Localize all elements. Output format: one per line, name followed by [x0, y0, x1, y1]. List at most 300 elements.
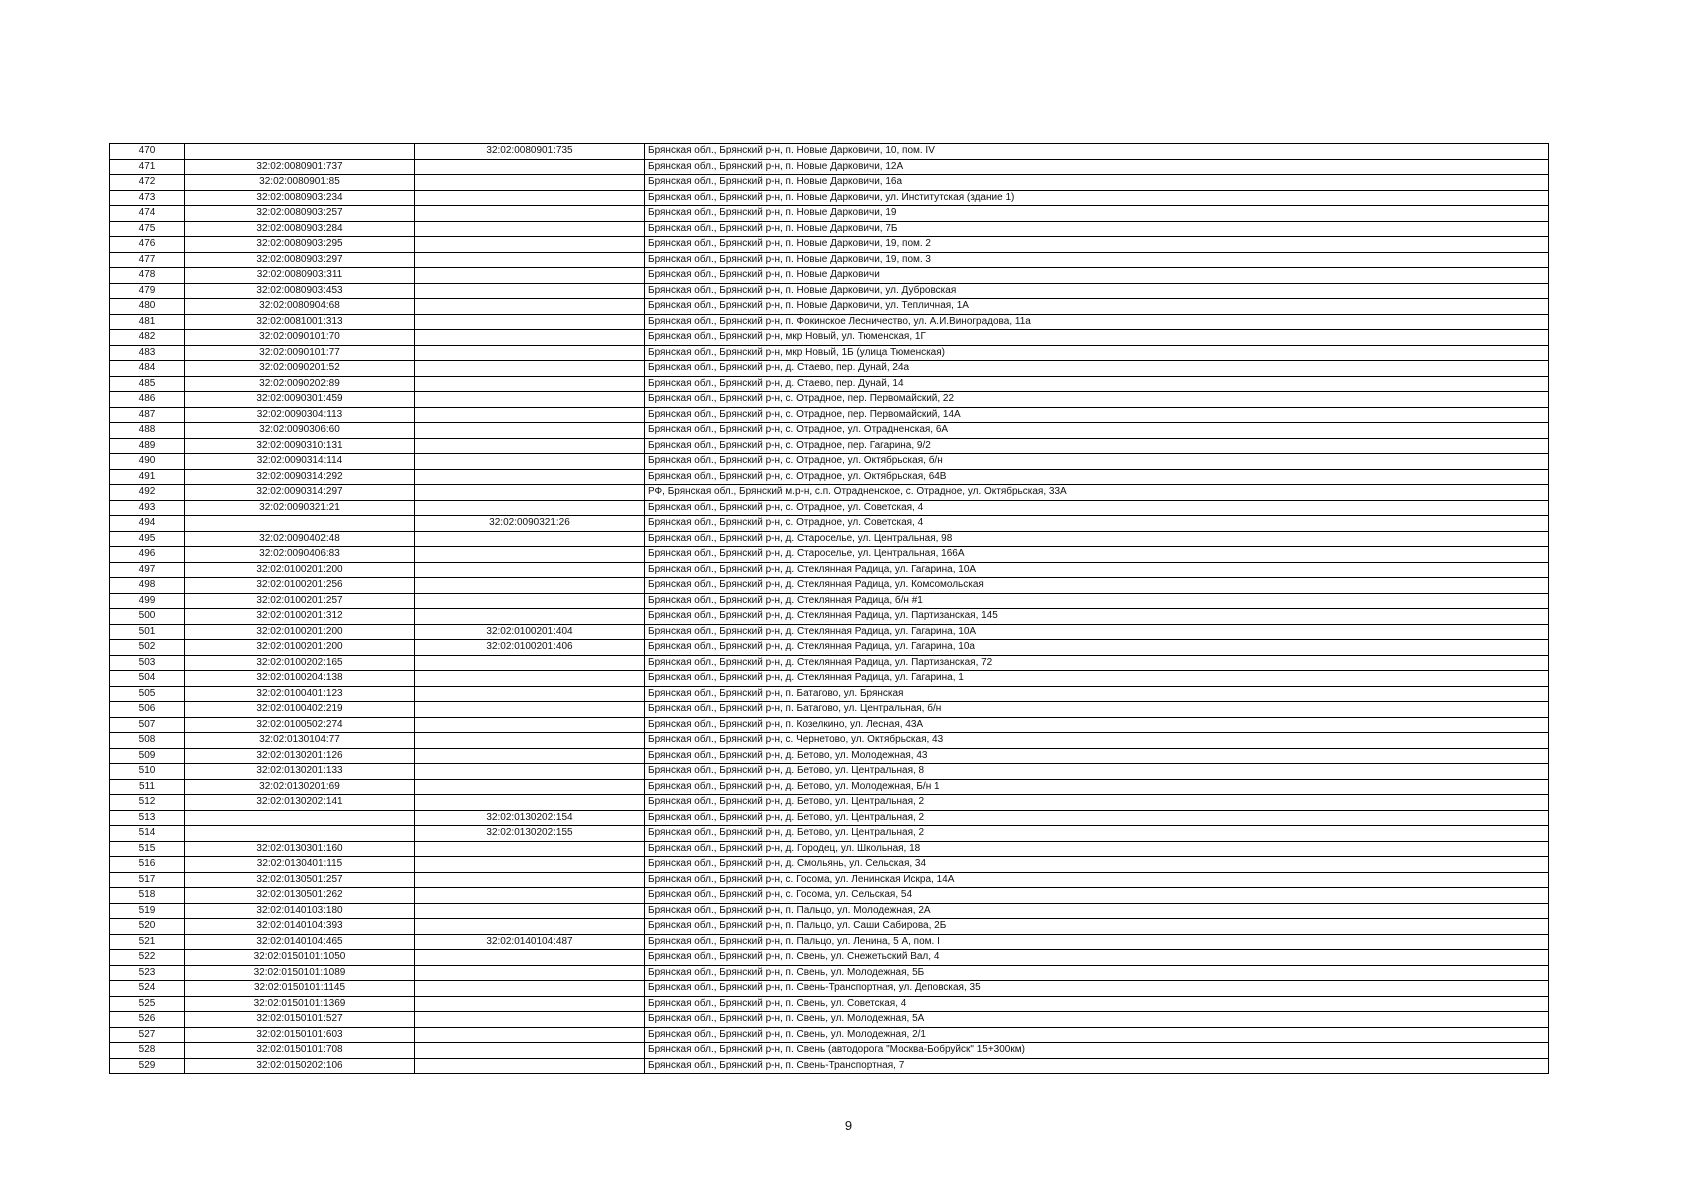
cadastral-number-cell: 32:02:0090306:60 [185, 423, 415, 439]
cadastral-number-cell: 32:02:0100201:200 [185, 624, 415, 640]
table-row [110, 392, 1549, 408]
related-cadastral-number-cell [415, 159, 645, 175]
table-row [110, 934, 1549, 950]
address-cell: Брянская обл., Брянский р-н, с. Отрадное, пер. Первомайский, 22 [645, 392, 1549, 408]
row-number-cell: 472 [110, 175, 185, 191]
cadastral-number-cell: 32:02:0130501:257 [185, 872, 415, 888]
row-number-cell: 517 [110, 872, 185, 888]
table-row [110, 1043, 1549, 1059]
related-cadastral-number-cell [415, 252, 645, 268]
table-row [110, 593, 1549, 609]
table-row [110, 283, 1549, 299]
cadastral-number-cell: 32:02:0150101:603 [185, 1027, 415, 1043]
related-cadastral-number-cell [415, 423, 645, 439]
related-cadastral-number-cell [415, 299, 645, 315]
related-cadastral-number-cell [415, 903, 645, 919]
cadastral-number-cell: 32:02:0090314:114 [185, 454, 415, 470]
related-cadastral-number-cell [415, 593, 645, 609]
related-cadastral-number-cell [415, 671, 645, 687]
row-number-cell: 484 [110, 361, 185, 377]
address-cell: Брянская обл., Брянский р-н, д. Стеклянная Радица, ул. Партизанская, 72 [645, 655, 1549, 671]
related-cadastral-number-cell [415, 609, 645, 625]
address-cell: Брянская обл., Брянский р-н, п. Свень, ул. Молодежная, 5Б [645, 965, 1549, 981]
table-row [110, 578, 1549, 594]
table-row [110, 314, 1549, 330]
related-cadastral-number-cell [415, 314, 645, 330]
row-number-cell: 498 [110, 578, 185, 594]
row-number-cell: 500 [110, 609, 185, 625]
row-number-cell: 482 [110, 330, 185, 346]
address-cell: Брянская обл., Брянский р-н, д. Староселье, ул. Центральная, 98 [645, 531, 1549, 547]
row-number-cell: 526 [110, 1012, 185, 1028]
row-number-cell: 473 [110, 190, 185, 206]
row-number-cell: 497 [110, 562, 185, 578]
address-cell: Брянская обл., Брянский р-н, п. Свень, ул. Советская, 4 [645, 996, 1549, 1012]
row-number-cell: 503 [110, 655, 185, 671]
related-cadastral-number-cell [415, 779, 645, 795]
cadastral-number-cell [185, 826, 415, 842]
table-row [110, 919, 1549, 935]
address-cell: Брянская обл., Брянский р-н, п. Свень, ул. Молодежная, 2/1 [645, 1027, 1549, 1043]
row-number-cell: 470 [110, 144, 185, 160]
address-cell: Брянская обл., Брянский р-н, мкр Новый, 1Б (улица Тюменская) [645, 345, 1549, 361]
row-number-cell: 506 [110, 702, 185, 718]
table-row [110, 1012, 1549, 1028]
table-row [110, 624, 1549, 640]
row-number-cell: 518 [110, 888, 185, 904]
address-cell: Брянская обл., Брянский р-н, с. Отрадное, пер. Первомайский, 14А [645, 407, 1549, 423]
table-row [110, 857, 1549, 873]
row-number-cell: 493 [110, 500, 185, 516]
row-number-cell: 510 [110, 764, 185, 780]
cadastral-number-cell: 32:02:0130501:262 [185, 888, 415, 904]
related-cadastral-number-cell [415, 919, 645, 935]
related-cadastral-number-cell: 32:02:0100201:404 [415, 624, 645, 640]
table-row [110, 562, 1549, 578]
related-cadastral-number-cell [415, 686, 645, 702]
row-number-cell: 494 [110, 516, 185, 532]
table-row [110, 144, 1549, 160]
row-number-cell: 522 [110, 950, 185, 966]
row-number-cell: 499 [110, 593, 185, 609]
cadastral-number-cell: 32:02:0090304:113 [185, 407, 415, 423]
address-cell: Брянская обл., Брянский р-н, д. Стеклянная Радица, ул. Гагарина, 1 [645, 671, 1549, 687]
row-number-cell: 524 [110, 981, 185, 997]
address-cell: Брянская обл., Брянский р-н, п. Свень, ул. Молодежная, 5А [645, 1012, 1549, 1028]
related-cadastral-number-cell [415, 981, 645, 997]
table-row [110, 981, 1549, 997]
address-cell: Брянская обл., Брянский р-н, п. Новые Дарковичи, ул. Дубровская [645, 283, 1549, 299]
address-cell: Брянская обл., Брянский р-н, п. Новые Дарковичи, 19, пом. 2 [645, 237, 1549, 253]
cadastral-number-cell: 32:02:0100201:312 [185, 609, 415, 625]
related-cadastral-number-cell [415, 1043, 645, 1059]
related-cadastral-number-cell: 32:02:0140104:487 [415, 934, 645, 950]
table-row [110, 795, 1549, 811]
row-number-cell: 527 [110, 1027, 185, 1043]
address-cell: Брянская обл., Брянский р-н, п. Пальцо, ул. Молодежная, 2А [645, 903, 1549, 919]
row-number-cell: 516 [110, 857, 185, 873]
row-number-cell: 515 [110, 841, 185, 857]
table-row [110, 640, 1549, 656]
row-number-cell: 490 [110, 454, 185, 470]
cadastral-number-cell: 32:02:0080903:311 [185, 268, 415, 284]
cadastral-number-cell: 32:02:0150101:1145 [185, 981, 415, 997]
table-row [110, 779, 1549, 795]
cadastral-number-cell: 32:02:0100401:123 [185, 686, 415, 702]
cadastral-number-cell: 32:02:0090301:459 [185, 392, 415, 408]
table-row [110, 717, 1549, 733]
cadastral-number-cell: 32:02:0090321:21 [185, 500, 415, 516]
cadastral-number-cell [185, 516, 415, 532]
table-row [110, 686, 1549, 702]
cadastral-number-cell: 32:02:0081001:313 [185, 314, 415, 330]
table-row [110, 299, 1549, 315]
address-cell: Брянская обл., Брянский р-н, д. Бетово, ул. Центральная, 8 [645, 764, 1549, 780]
table-row [110, 841, 1549, 857]
row-number-cell: 509 [110, 748, 185, 764]
table-row [110, 702, 1549, 718]
address-cell: Брянская обл., Брянский р-н, с. Отрадное, ул. Октябрьская, 64В [645, 469, 1549, 485]
cadastral-number-cell: 32:02:0130301:160 [185, 841, 415, 857]
table-row [110, 996, 1549, 1012]
cadastral-number-cell: 32:02:0150101:1089 [185, 965, 415, 981]
address-cell: Брянская обл., Брянский р-н, п. Пальцо, ул. Ленина, 5 А, пом. I [645, 934, 1549, 950]
row-number-cell: 514 [110, 826, 185, 842]
related-cadastral-number-cell [415, 1058, 645, 1074]
row-number-cell: 477 [110, 252, 185, 268]
address-cell: Брянская обл., Брянский р-н, п. Свень-Транспортная, 7 [645, 1058, 1549, 1074]
row-number-cell: 483 [110, 345, 185, 361]
cadastral-number-cell: 32:02:0100201:200 [185, 640, 415, 656]
address-cell: Брянская обл., Брянский р-н, д. Городец, ул. Школьная, 18 [645, 841, 1549, 857]
table-row [110, 252, 1549, 268]
address-cell: Брянская обл., Брянский р-н, п. Новые Дарковичи, 19, пом. 3 [645, 252, 1549, 268]
table-row [110, 950, 1549, 966]
related-cadastral-number-cell [415, 531, 645, 547]
row-number-cell: 488 [110, 423, 185, 439]
related-cadastral-number-cell: 32:02:0100201:406 [415, 640, 645, 656]
row-number-cell: 513 [110, 810, 185, 826]
table-row [110, 237, 1549, 253]
row-number-cell: 525 [110, 996, 185, 1012]
cadastral-number-cell: 32:02:0100204:138 [185, 671, 415, 687]
table-row [110, 903, 1549, 919]
address-cell: Брянская обл., Брянский р-н, п. Новые Дарковичи, ул. Тепличная, 1А [645, 299, 1549, 315]
related-cadastral-number-cell: 32:02:0090321:26 [415, 516, 645, 532]
related-cadastral-number-cell [415, 888, 645, 904]
table-row [110, 485, 1549, 501]
cadastral-number-cell: 32:02:0150101:708 [185, 1043, 415, 1059]
address-cell: Брянская обл., Брянский р-н, с. Отрадное, ул. Октябрьская, б/н [645, 454, 1549, 470]
address-cell: Брянская обл., Брянский р-н, п. Батагово, ул. Брянская [645, 686, 1549, 702]
table-row [110, 376, 1549, 392]
cadastral-number-cell: 32:02:0130201:69 [185, 779, 415, 795]
related-cadastral-number-cell [415, 407, 645, 423]
address-cell: Брянская обл., Брянский р-н, д. Стеклянная Радица, ул. Гагарина, 10А [645, 624, 1549, 640]
row-number-cell: 476 [110, 237, 185, 253]
table-row [110, 361, 1549, 377]
cadastral-number-cell: 32:02:0150101:1050 [185, 950, 415, 966]
address-cell: Брянская обл., Брянский р-н, п. Свень-Транспортная, ул. Деповская, 35 [645, 981, 1549, 997]
address-cell: РФ, Брянская обл., Брянский м.р-н, с.п. Отрадненское, с. Отрадное, ул. Октябрьская, 33А [645, 485, 1549, 501]
cadastral-number-cell: 32:02:0090202:89 [185, 376, 415, 392]
cadastral-number-cell: 32:02:0130201:126 [185, 748, 415, 764]
table-row [110, 810, 1549, 826]
related-cadastral-number-cell [415, 1027, 645, 1043]
row-number-cell: 502 [110, 640, 185, 656]
table-row [110, 671, 1549, 687]
row-number-cell: 491 [110, 469, 185, 485]
row-number-cell: 507 [110, 717, 185, 733]
related-cadastral-number-cell [415, 733, 645, 749]
related-cadastral-number-cell: 32:02:0130202:154 [415, 810, 645, 826]
related-cadastral-number-cell [415, 485, 645, 501]
address-cell: Брянская обл., Брянский р-н, д. Бетово, ул. Центральная, 2 [645, 826, 1549, 842]
address-cell: Брянская обл., Брянский р-н, п. Новые Дарковичи, 10, пом. IV [645, 144, 1549, 160]
cadastral-number-cell: 32:02:0090402:48 [185, 531, 415, 547]
address-cell: Брянская обл., Брянский р-н, п. Фокинское Лесничество, ул. А.И.Виноградова, 11а [645, 314, 1549, 330]
cadastral-number-cell: 32:02:0100201:256 [185, 578, 415, 594]
address-cell: Брянская обл., Брянский р-н, п. Козелкино, ул. Лесная, 43А [645, 717, 1549, 733]
row-number-cell: 528 [110, 1043, 185, 1059]
cadastral-number-cell: 32:02:0080901:85 [185, 175, 415, 191]
table-row [110, 175, 1549, 191]
table-row [110, 1058, 1549, 1074]
row-number-cell: 496 [110, 547, 185, 563]
related-cadastral-number-cell [415, 562, 645, 578]
cadastral-number-cell: 32:02:0100402:219 [185, 702, 415, 718]
table-row [110, 733, 1549, 749]
related-cadastral-number-cell [415, 175, 645, 191]
cadastral-number-cell: 32:02:0130202:141 [185, 795, 415, 811]
address-cell: Брянская обл., Брянский р-н, д. Стеклянная Радица, ул. Партизанская, 145 [645, 609, 1549, 625]
cadastral-number-cell: 32:02:0080903:257 [185, 206, 415, 222]
table-row [110, 206, 1549, 222]
related-cadastral-number-cell [415, 655, 645, 671]
related-cadastral-number-cell [415, 872, 645, 888]
related-cadastral-number-cell [415, 578, 645, 594]
cadastral-number-cell: 32:02:0090201:52 [185, 361, 415, 377]
related-cadastral-number-cell [415, 469, 645, 485]
table-row [110, 407, 1549, 423]
cadastral-table [109, 143, 1549, 1074]
row-number-cell: 479 [110, 283, 185, 299]
related-cadastral-number-cell [415, 392, 645, 408]
cadastral-number-cell: 32:02:0080903:295 [185, 237, 415, 253]
cadastral-number-cell: 32:02:0090310:131 [185, 438, 415, 454]
address-cell: Брянская обл., Брянский р-н, д. Бетово, ул. Молодежная, 43 [645, 748, 1549, 764]
related-cadastral-number-cell [415, 996, 645, 1012]
address-cell: Брянская обл., Брянский р-н, д. Стаево, пер. Дунай, 24а [645, 361, 1549, 377]
table-row [110, 423, 1549, 439]
related-cadastral-number-cell [415, 950, 645, 966]
row-number-cell: 485 [110, 376, 185, 392]
table-body [110, 144, 1549, 1074]
related-cadastral-number-cell [415, 376, 645, 392]
cadastral-number-cell: 32:02:0140103:180 [185, 903, 415, 919]
cadastral-number-cell: 32:02:0090314:297 [185, 485, 415, 501]
row-number-cell: 512 [110, 795, 185, 811]
table-row [110, 872, 1549, 888]
address-cell: Брянская обл., Брянский р-н, п. Батагово, ул. Центральная, б/н [645, 702, 1549, 718]
address-cell: Брянская обл., Брянский р-н, д. Бетово, ул. Молодежная, Б/н 1 [645, 779, 1549, 795]
related-cadastral-number-cell [415, 547, 645, 563]
address-cell: Брянская обл., Брянский р-н, п. Свень, ул. Снежетьский Вал, 4 [645, 950, 1549, 966]
address-cell: Брянская обл., Брянский р-н, п. Новые Дарковичи [645, 268, 1549, 284]
table-row [110, 888, 1549, 904]
related-cadastral-number-cell [415, 237, 645, 253]
related-cadastral-number-cell [415, 361, 645, 377]
address-cell: Брянская обл., Брянский р-н, п. Свень (автодорога "Москва-Бобруйск" 15+300км) [645, 1043, 1549, 1059]
address-cell: Брянская обл., Брянский р-н, д. Староселье, ул. Центральная, 166А [645, 547, 1549, 563]
table-row [110, 826, 1549, 842]
row-number-cell: 504 [110, 671, 185, 687]
row-number-cell: 521 [110, 934, 185, 950]
row-number-cell: 492 [110, 485, 185, 501]
row-number-cell: 475 [110, 221, 185, 237]
row-number-cell: 505 [110, 686, 185, 702]
address-cell: Брянская обл., Брянский р-н, п. Новые Дарковичи, ул. Институтская (здание 1) [645, 190, 1549, 206]
row-number-cell: 480 [110, 299, 185, 315]
cadastral-number-cell: 32:02:0130104:77 [185, 733, 415, 749]
table-row [110, 438, 1549, 454]
cadastral-number-cell: 32:02:0150101:527 [185, 1012, 415, 1028]
table-row [110, 764, 1549, 780]
table-row [110, 965, 1549, 981]
table-row [110, 221, 1549, 237]
table-row [110, 500, 1549, 516]
address-cell: Брянская обл., Брянский р-н, п. Новые Дарковичи, 16а [645, 175, 1549, 191]
related-cadastral-number-cell [415, 857, 645, 873]
cadastral-number-cell: 32:02:0090101:70 [185, 330, 415, 346]
cadastral-number-cell: 32:02:0080903:284 [185, 221, 415, 237]
table-row [110, 748, 1549, 764]
address-cell: Брянская обл., Брянский р-н, с. Чернетово, ул. Октябрьская, 43 [645, 733, 1549, 749]
address-cell: Брянская обл., Брянский р-н, с. Госома, ул. Ленинская Искра, 14А [645, 872, 1549, 888]
cadastral-number-cell: 32:02:0090101:77 [185, 345, 415, 361]
row-number-cell: 519 [110, 903, 185, 919]
row-number-cell: 520 [110, 919, 185, 935]
cadastral-number-cell: 32:02:0100201:257 [185, 593, 415, 609]
related-cadastral-number-cell [415, 454, 645, 470]
related-cadastral-number-cell [415, 795, 645, 811]
address-cell: Брянская обл., Брянский р-н, с. Отрадное, ул. Советская, 4 [645, 500, 1549, 516]
address-cell: Брянская обл., Брянский р-н, п. Пальцо, ул. Саши Сабирова, 2Б [645, 919, 1549, 935]
address-cell: Брянская обл., Брянский р-н, д. Смольянь, ул. Сельская, 34 [645, 857, 1549, 873]
related-cadastral-number-cell [415, 221, 645, 237]
row-number-cell: 501 [110, 624, 185, 640]
related-cadastral-number-cell [415, 965, 645, 981]
address-cell: Брянская обл., Брянский р-н, с. Отрадное, ул. Советская, 4 [645, 516, 1549, 532]
row-number-cell: 474 [110, 206, 185, 222]
related-cadastral-number-cell: 32:02:0080901:735 [415, 144, 645, 160]
table-row [110, 609, 1549, 625]
row-number-cell: 523 [110, 965, 185, 981]
cadastral-number-cell: 32:02:0080903:234 [185, 190, 415, 206]
cadastral-number-cell: 32:02:0140104:393 [185, 919, 415, 935]
table-row [110, 547, 1549, 563]
table-row [110, 655, 1549, 671]
table-row [110, 330, 1549, 346]
cadastral-number-cell: 32:02:0130401:115 [185, 857, 415, 873]
cadastral-number-cell: 32:02:0150202:106 [185, 1058, 415, 1074]
related-cadastral-number-cell [415, 717, 645, 733]
related-cadastral-number-cell [415, 702, 645, 718]
table-row [110, 1027, 1549, 1043]
address-cell: Брянская обл., Брянский р-н, п. Новые Дарковичи, 12А [645, 159, 1549, 175]
cadastral-number-cell: 32:02:0090406:83 [185, 547, 415, 563]
address-cell: Брянская обл., Брянский р-н, д. Бетово, ул. Центральная, 2 [645, 810, 1549, 826]
row-number-cell: 529 [110, 1058, 185, 1074]
address-cell: Брянская обл., Брянский р-н, д. Стаево, пер. Дунай, 14 [645, 376, 1549, 392]
address-cell: Брянская обл., Брянский р-н, д. Стеклянная Радица, б/н #1 [645, 593, 1549, 609]
related-cadastral-number-cell [415, 283, 645, 299]
cadastral-number-cell: 32:02:0090314:292 [185, 469, 415, 485]
address-cell: Брянская обл., Брянский р-н, с. Отрадное, пер. Гагарина, 9/2 [645, 438, 1549, 454]
related-cadastral-number-cell [415, 500, 645, 516]
cadastral-number-cell: 32:02:0100502:274 [185, 717, 415, 733]
related-cadastral-number-cell [415, 438, 645, 454]
related-cadastral-number-cell [415, 1012, 645, 1028]
table-row [110, 159, 1549, 175]
related-cadastral-number-cell [415, 764, 645, 780]
row-number-cell: 495 [110, 531, 185, 547]
related-cadastral-number-cell [415, 190, 645, 206]
table-row [110, 345, 1549, 361]
address-cell: Брянская обл., Брянский р-н, д. Бетово, ул. Центральная, 2 [645, 795, 1549, 811]
page-number: 9 [844, 1118, 853, 1133]
row-number-cell: 508 [110, 733, 185, 749]
row-number-cell: 511 [110, 779, 185, 795]
cadastral-number-cell: 32:02:0140104:465 [185, 934, 415, 950]
related-cadastral-number-cell [415, 748, 645, 764]
table-row [110, 454, 1549, 470]
cadastral-number-cell [185, 144, 415, 160]
address-cell: Брянская обл., Брянский р-н, с. Отрадное, ул. Отрадненская, 6А [645, 423, 1549, 439]
cadastral-number-cell: 32:02:0080901:737 [185, 159, 415, 175]
address-cell: Брянская обл., Брянский р-н, д. Стеклянная Радица, ул. Гагарина, 10А [645, 562, 1549, 578]
table-row [110, 469, 1549, 485]
table-row [110, 531, 1549, 547]
related-cadastral-number-cell [415, 841, 645, 857]
cadastral-number-cell: 32:02:0100202:165 [185, 655, 415, 671]
row-number-cell: 487 [110, 407, 185, 423]
cadastral-number-cell [185, 810, 415, 826]
cadastral-number-cell: 32:02:0080903:453 [185, 283, 415, 299]
related-cadastral-number-cell [415, 345, 645, 361]
row-number-cell: 471 [110, 159, 185, 175]
address-cell: Брянская обл., Брянский р-н, д. Стеклянная Радица, ул. Комсомольская [645, 578, 1549, 594]
address-cell: Брянская обл., Брянский р-н, п. Новые Дарковичи, 7Б [645, 221, 1549, 237]
address-cell: Брянская обл., Брянский р-н, с. Госома, ул. Сельская, 54 [645, 888, 1549, 904]
cadastral-number-cell: 32:02:0150101:1369 [185, 996, 415, 1012]
cadastral-number-cell: 32:02:0100201:200 [185, 562, 415, 578]
address-cell: Брянская обл., Брянский р-н, д. Стеклянная Радица, ул. Гагарина, 10а [645, 640, 1549, 656]
row-number-cell: 481 [110, 314, 185, 330]
related-cadastral-number-cell [415, 268, 645, 284]
related-cadastral-number-cell: 32:02:0130202:155 [415, 826, 645, 842]
row-number-cell: 486 [110, 392, 185, 408]
table-row [110, 268, 1549, 284]
table-row [110, 516, 1549, 532]
cadastral-number-cell: 32:02:0080903:297 [185, 252, 415, 268]
row-number-cell: 489 [110, 438, 185, 454]
address-cell: Брянская обл., Брянский р-н, п. Новые Дарковичи, 19 [645, 206, 1549, 222]
cadastral-number-cell: 32:02:0130201:133 [185, 764, 415, 780]
table-row [110, 190, 1549, 206]
address-cell: Брянская обл., Брянский р-н, мкр Новый, ул. Тюменская, 1Г [645, 330, 1549, 346]
related-cadastral-number-cell [415, 330, 645, 346]
